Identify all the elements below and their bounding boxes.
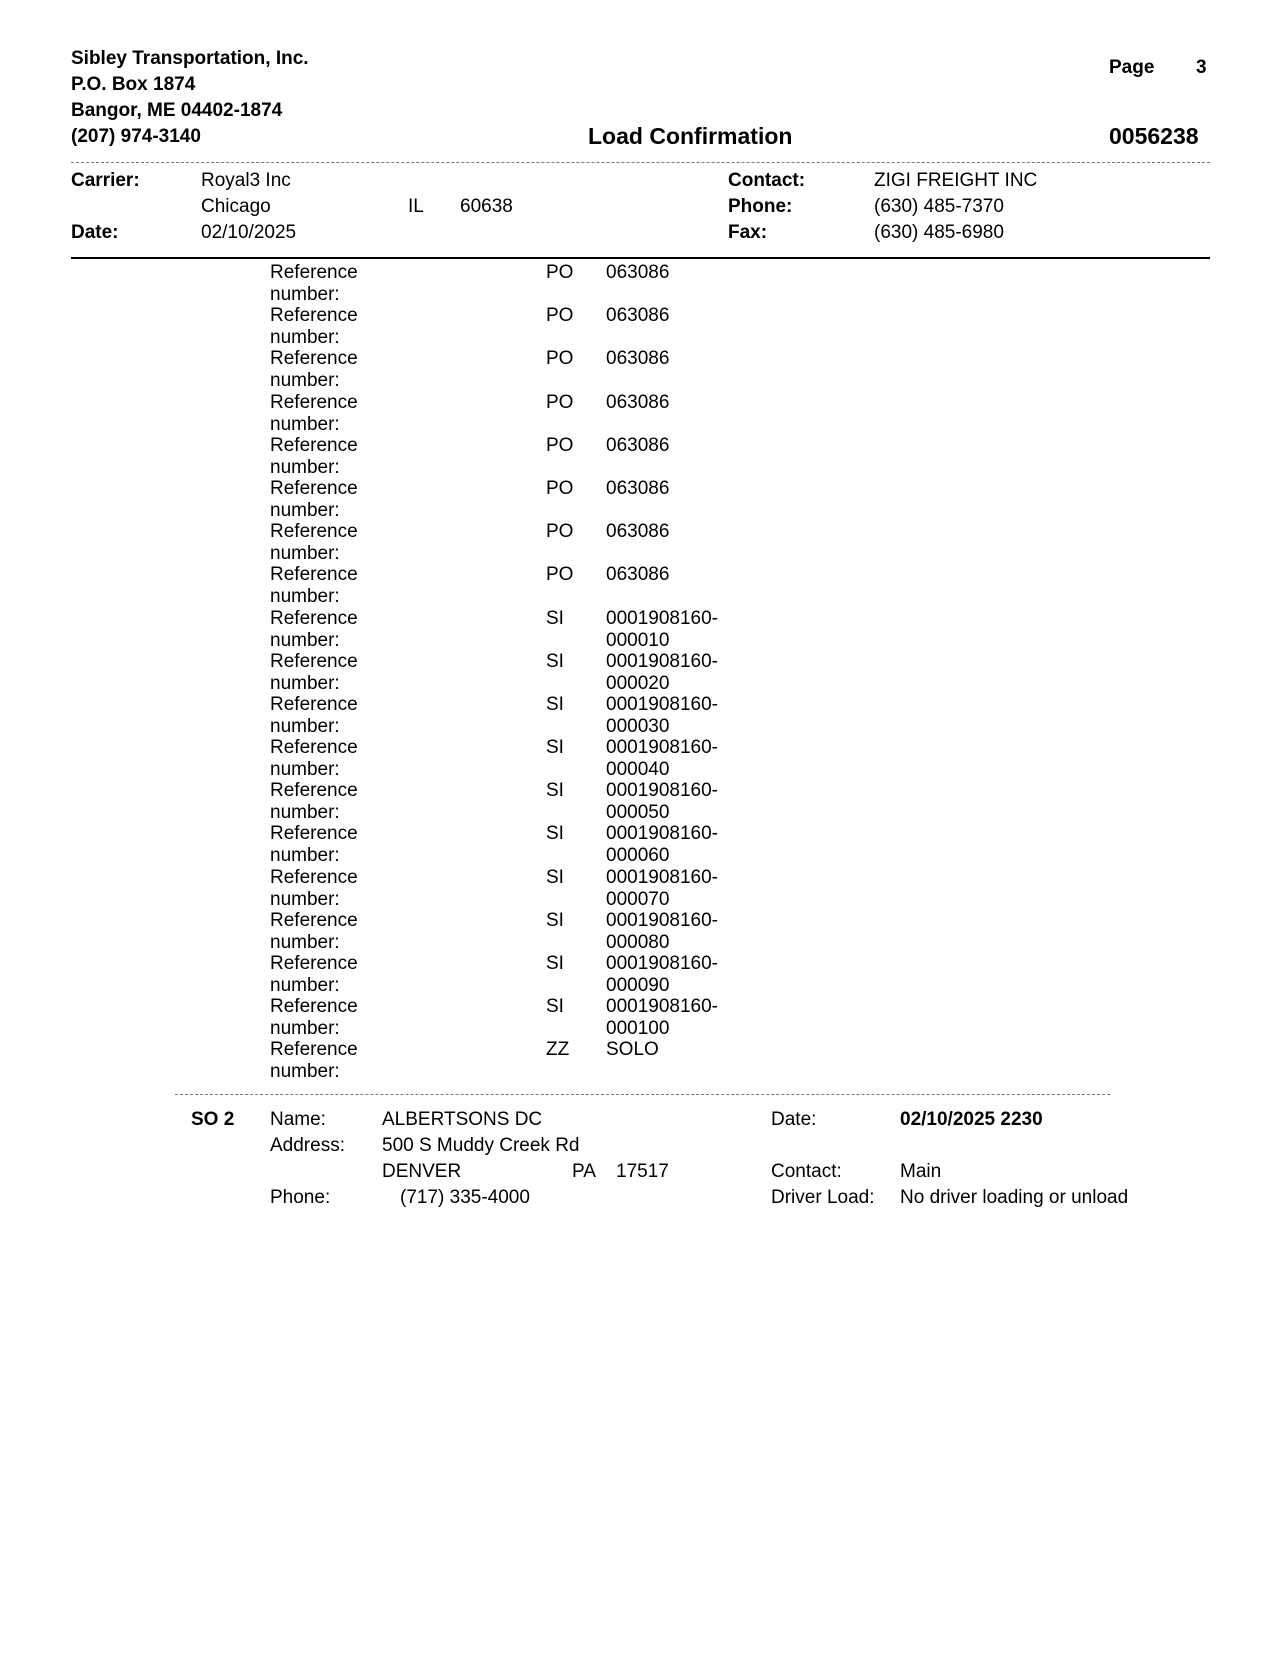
stop-address-label: Address: xyxy=(270,1135,345,1156)
reference-value: 0001908160-000100 xyxy=(606,996,718,1040)
stop-contact-label: Contact: xyxy=(771,1161,842,1182)
stop-city: DENVER xyxy=(382,1161,462,1182)
reference-code: SI xyxy=(546,650,564,672)
reference-label: Reference number: xyxy=(270,521,358,565)
stop-name-label: Name: xyxy=(270,1109,326,1130)
contact-label: Contact: xyxy=(728,170,806,191)
reference-label: Reference number: xyxy=(270,650,358,694)
stop-name: ALBERTSONS DC xyxy=(382,1109,543,1130)
reference-code: SI xyxy=(546,823,564,845)
reference-code: SI xyxy=(546,866,564,888)
reference-value: 063086 xyxy=(606,434,670,456)
reference-code: SI xyxy=(546,780,564,802)
reference-value: SOLO xyxy=(606,1039,659,1061)
reference-value: 063086 xyxy=(606,564,670,586)
reference-label: Reference number: xyxy=(270,477,358,521)
reference-label: Reference number: xyxy=(270,909,358,953)
reference-value: 063086 xyxy=(606,348,670,370)
reference-label: Reference number: xyxy=(270,737,358,781)
page-label: Page xyxy=(1109,57,1155,78)
reference-code: ZZ xyxy=(546,1039,570,1061)
carrier-fax: (630) 485-6980 xyxy=(874,222,1004,243)
company-address-line2: Bangor, ME 04402-1874 xyxy=(71,100,283,121)
reference-value: 0001908160-000050 xyxy=(606,780,718,824)
stop-contact: Main xyxy=(900,1161,942,1182)
reference-code: SI xyxy=(546,607,564,629)
page-number: 3 xyxy=(1196,57,1207,78)
stop-zip: 17517 xyxy=(616,1161,669,1182)
reference-label: Reference number: xyxy=(270,262,358,305)
stop-driver-load: No driver loading or unload xyxy=(900,1187,1129,1208)
reference-label: Reference number: xyxy=(270,391,358,435)
reference-label: Reference number: xyxy=(270,780,358,824)
date-label: Date: xyxy=(71,222,119,243)
reference-label: Reference number: xyxy=(270,996,358,1040)
carrier-state: IL xyxy=(408,196,424,217)
reference-label: Reference number: xyxy=(270,866,358,910)
reference-value: 063086 xyxy=(606,262,670,283)
reference-code: SI xyxy=(546,996,564,1018)
reference-code: SI xyxy=(546,909,564,931)
company-name: Sibley Transportation, Inc. xyxy=(71,48,309,69)
reference-code: PO xyxy=(546,477,574,499)
carrier-zip: 60638 xyxy=(460,196,513,217)
company-address-line1: P.O. Box 1874 xyxy=(71,74,196,95)
reference-code: SI xyxy=(546,953,564,974)
stop-date: 02/10/2025 2230 xyxy=(900,1109,1043,1130)
reference-value: 063086 xyxy=(606,521,670,543)
reference-value: 063086 xyxy=(606,391,670,413)
stop-phone-label: Phone: xyxy=(270,1187,331,1208)
stop-id: SO 2 xyxy=(191,1109,235,1130)
reference-value: 0001908160-000040 xyxy=(606,737,718,781)
stop-divider xyxy=(175,1094,1110,1095)
stop-state: PA xyxy=(572,1161,596,1182)
stop-date-label: Date: xyxy=(771,1109,817,1130)
reference-value: 063086 xyxy=(606,477,670,499)
reference-code: PO xyxy=(546,348,574,370)
reference-code: PO xyxy=(546,391,574,413)
reference-label: Reference number: xyxy=(270,953,358,996)
carrier-divider xyxy=(71,257,1210,259)
reference-label: Reference number: xyxy=(270,1039,358,1083)
reference-label: Reference number: xyxy=(270,305,358,349)
carrier-date: 02/10/2025 xyxy=(201,222,297,243)
reference-code: PO xyxy=(546,434,574,456)
carrier-name: Royal3 Inc xyxy=(201,170,291,191)
reference-value: 063086 xyxy=(606,305,670,327)
reference-code: PO xyxy=(546,521,574,543)
stop-address: 500 S Muddy Creek Rd xyxy=(382,1135,580,1156)
stop-phone: (717) 335-4000 xyxy=(400,1187,530,1208)
reference-value: 0001908160-000060 xyxy=(606,823,718,867)
reference-label: Reference number: xyxy=(270,823,358,867)
reference-code: PO xyxy=(546,262,574,283)
fax-label: Fax: xyxy=(728,222,768,243)
carrier-phone: (630) 485-7370 xyxy=(874,196,1004,217)
reference-value: 0001908160-000080 xyxy=(606,909,718,953)
document-number: 0056238 xyxy=(1109,123,1199,149)
reference-value: 0001908160-000030 xyxy=(606,693,718,737)
reference-label: Reference number: xyxy=(270,693,358,737)
reference-label: Reference number: xyxy=(270,434,358,478)
reference-value: 0001908160-000070 xyxy=(606,866,718,910)
reference-label: Reference number: xyxy=(270,564,358,608)
reference-value: 0001908160-000020 xyxy=(606,650,718,694)
reference-label: Reference number: xyxy=(270,607,358,651)
document-title: Load Confirmation xyxy=(588,123,793,149)
reference-code: PO xyxy=(546,305,574,327)
reference-code: SI xyxy=(546,737,564,759)
carrier-city: Chicago xyxy=(201,196,271,217)
reference-code: SI xyxy=(546,693,564,715)
reference-label: Reference number: xyxy=(270,348,358,392)
reference-code: PO xyxy=(546,564,574,586)
reference-value: 0001908160-000010 xyxy=(606,607,718,651)
company-phone: (207) 974-3140 xyxy=(71,126,201,147)
carrier-label: Carrier: xyxy=(71,170,140,191)
carrier-contact: ZIGI FREIGHT INC xyxy=(874,170,1038,191)
reference-value: 0001908160-000090 xyxy=(606,953,718,996)
stop-driver-load-label: Driver Load: xyxy=(771,1187,875,1208)
header-divider xyxy=(71,162,1210,163)
phone-label: Phone: xyxy=(728,196,793,217)
